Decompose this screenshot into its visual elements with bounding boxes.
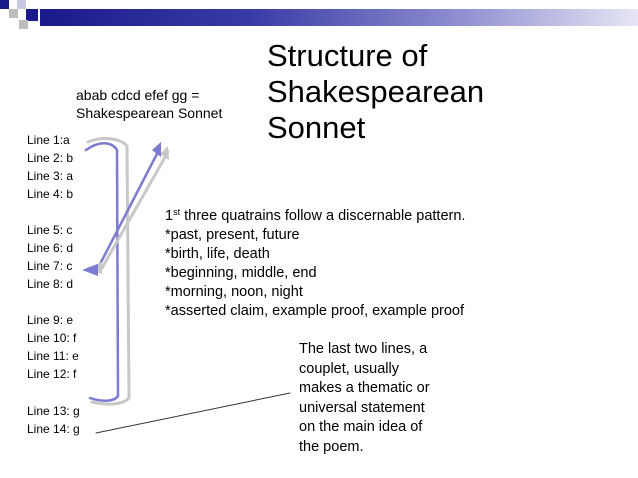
sonnet-line: Line 10: f bbox=[27, 331, 77, 345]
sonnet-line: Line 14: g bbox=[27, 422, 80, 436]
heading-text: three quatrains follow a discernable pattern. bbox=[180, 208, 466, 224]
couplet-note-line: couplet, usually bbox=[299, 360, 399, 377]
couplet-note-line: The last two lines, a bbox=[299, 341, 428, 357]
sonnet-line: Line 11: e bbox=[27, 349, 79, 363]
sonnet-line: Line 5: c bbox=[27, 223, 73, 237]
couplet-note bbox=[299, 340, 469, 457]
sonnet-line: Line 13: g bbox=[27, 404, 80, 418]
sonnet-line: Line 8: d bbox=[27, 277, 74, 291]
title-line-1: Structure of bbox=[267, 38, 428, 73]
ordinal-number: 1 bbox=[165, 208, 174, 224]
arrow-gray bbox=[102, 152, 168, 268]
couplet-connector-line bbox=[96, 393, 290, 433]
quatrain-note-item: *asserted claim, example proof, example proof bbox=[165, 303, 465, 319]
sonnet-line: Line 6: d bbox=[27, 241, 74, 255]
quatrain-notes-heading bbox=[165, 203, 465, 226]
quatrain-notes bbox=[165, 203, 465, 321]
rhyme-scheme-line-2: Shakespearean Sonnet bbox=[76, 105, 223, 121]
title-line-3: Sonnet bbox=[267, 110, 366, 145]
couplet-note-line: universal statement bbox=[299, 399, 425, 416]
sonnet-line: Line 12: f bbox=[27, 367, 77, 381]
sonnet-line: Line 7: c bbox=[27, 259, 73, 273]
quatrain-note-item: *birth, life, death bbox=[165, 246, 270, 262]
quatrain-note-item: *morning, noon, night bbox=[165, 284, 303, 300]
sonnet-line: Line 2: b bbox=[27, 151, 74, 165]
sonnet-line: Line 4: b bbox=[27, 187, 74, 201]
bracket-arrowhead-purple bbox=[82, 264, 98, 276]
title-line-2: Shakespearean bbox=[267, 74, 485, 109]
quatrain-note-item: *beginning, middle, end bbox=[165, 265, 317, 281]
couplet-note-line: the poem. bbox=[299, 438, 364, 455]
ordinal-suffix: st bbox=[173, 207, 181, 217]
couplet-note-line: makes a thematic or bbox=[299, 380, 430, 396]
quatrain-note-item: *past, present, future bbox=[165, 227, 300, 243]
sonnet-line: Line 3: a bbox=[27, 169, 74, 183]
rhyme-scheme-line-1: abab cdcd efef gg = bbox=[76, 87, 200, 103]
couplet-note-line: on the main idea of bbox=[299, 419, 423, 435]
sonnet-line: Line 1:a bbox=[27, 133, 70, 147]
sonnet-line: Line 9: e bbox=[27, 313, 74, 327]
